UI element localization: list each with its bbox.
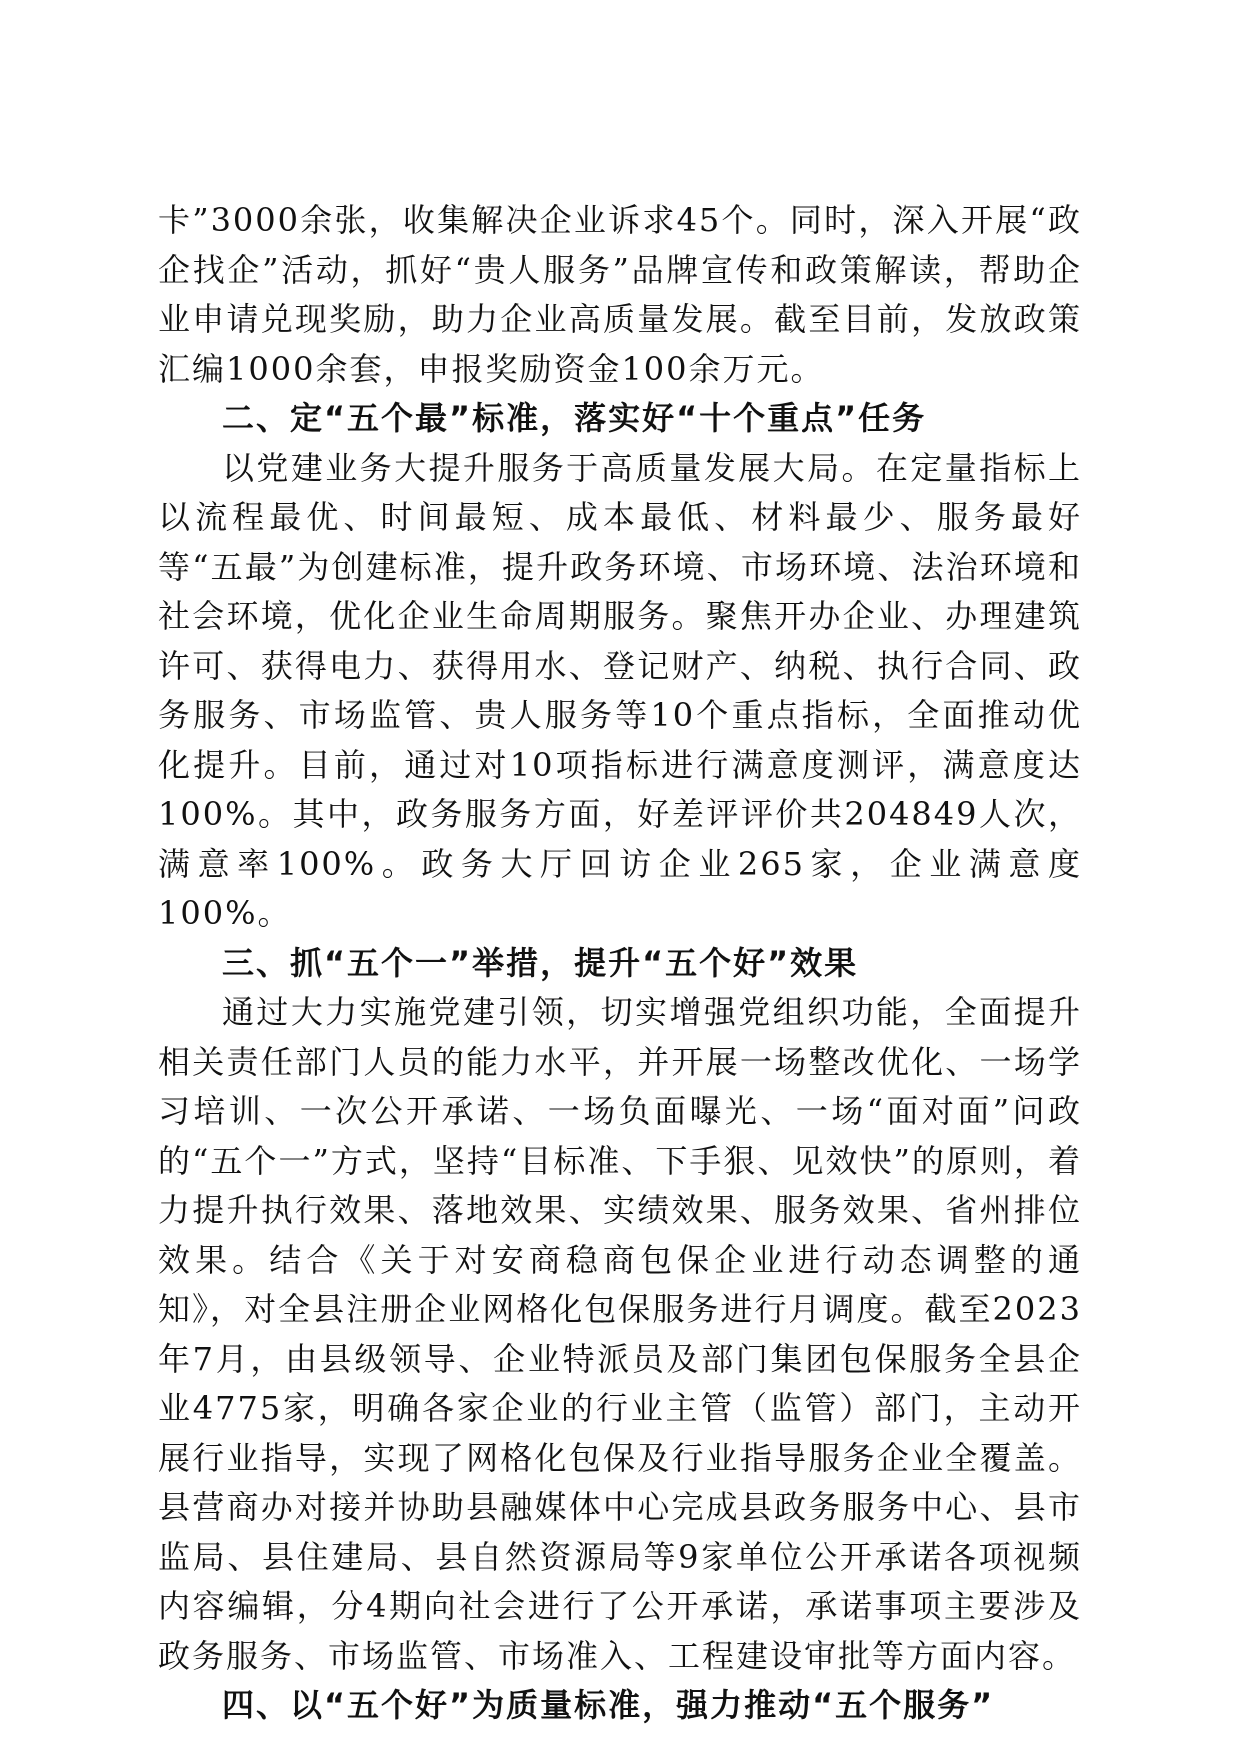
section-heading-4: 四、以“五个好”为质量标准，强力推动“五个服务”: [222, 1686, 995, 1724]
document-page: [158, 196, 1082, 1731]
section-heading-3: 三、抓“五个一”举措，提升“五个好”效果: [222, 943, 859, 982]
section-heading-2: 二、定“五个最”标准，落实好“十个重点”任务: [222, 399, 927, 437]
paragraph-continuation: 卡”3000余张，收集解决企业诉求45个。同时，深入开展“政企找企”活动，抓好“贵人服务”品牌宣传和政策解读，帮助企业申请兑现奖励，助力企业高质量发展。截至目前，发放政策汇编1000余套，申报奖励资金100余万元。: [158, 201, 1082, 388]
paragraph-section-2: 以党建业务大提升服务于高质量发展大局。在定量指标上以流程最优、时间最短、成本最低、材料最少、服务最好等“五最”为创建标准，提升政务环境、市场环境、法治环境和社会环境，优化企业生命周期服务。聚焦开办企业、办理建筑许可、获得电力、获得用水、登记财产、纳税、执行合同、政务服务、市场监管、贵人服务等10个重点指标，全面推动优化提升。目前，通过对10项指标进行满意度测评，满意度达100%。其中，政务服务方面，好差评评价共204849人次，满意率100%。政务大厅回访企业265家，企业满意度100%。: [158, 448, 1082, 932]
paragraph-section-3: 通过大力实施党建引领，切实增强党组织功能，全面提升相关责任部门人员的能力水平，并开展一场整改优化、一场学习培训、一次公开承诺、一场负面曝光、一场“面对面”问政的“五个一”方式，坚持“目标准、下手狠、见效快”的原则，着力提升执行效果、落地效果、实绩效果、服务效果、省州排位效果。结合《关于对安商稳商包保企业进行动态调整的通知》，对全县注册企业网格化包保服务进行月调度。截至2023年7月，由县级领导、企业特派员及部门集团包保服务全县企业4775家，明确各家企业的行业主管（监管）部门，主动开展行业指导，实现了网格化包保及行业指导服务企业全覆盖。县营商办对接并协助县融媒体中心完成县政务服务中心、县市监局、县住建局、县自然资源局等9家单位公开承诺各项视频内容编辑，分4期向社会进行了公开承诺，承诺事项主要涉及政务服务、市场监管、市场准入、工程建设审批等方面内容。: [158, 993, 1082, 1675]
